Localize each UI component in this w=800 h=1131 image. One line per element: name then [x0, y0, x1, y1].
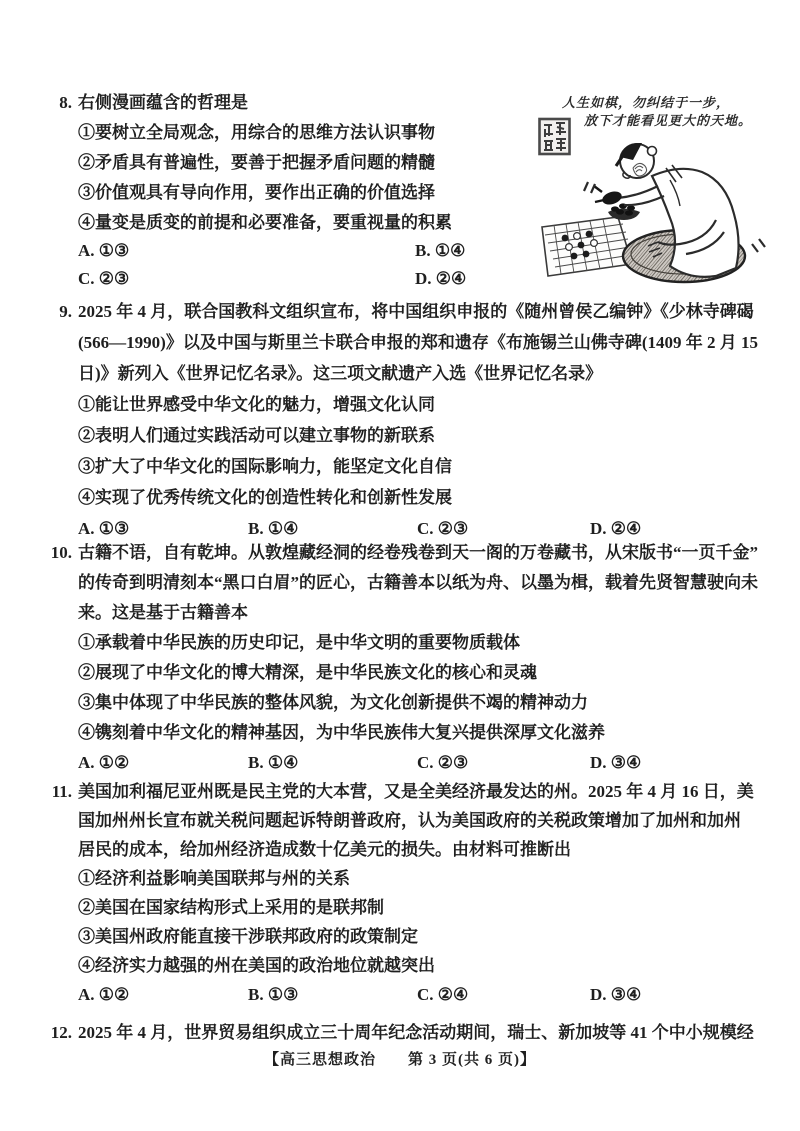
item-line: ②美国在国家结构形式上采用的是联邦制 [78, 898, 384, 917]
cartoon-caption-line2: 放下才能看见更大的天地。 [584, 113, 753, 128]
item-line: ③价值观具有导向作用，要作出正确的价值选择 [78, 183, 435, 202]
item-line: ①能让世界感受中华文化的魅力，增强文化认同 [78, 395, 435, 414]
options-row [40, 238, 466, 264]
go-player-cartoon [520, 134, 770, 298]
question-number: 8. [59, 93, 72, 112]
stem-line: 来。这是基于古籍善本 [78, 603, 248, 622]
stem-line: (566—1990)》以及中国与斯里兰卡联合申报的郑和遗存《布施锡兰山佛寺碑(1409 年 2 月 15 [78, 333, 758, 352]
question-number: 9. [59, 302, 72, 321]
option-a: A. ①③ [78, 519, 130, 538]
option-b: B. ①④ [415, 241, 466, 260]
option-b: B. ①④ [248, 519, 299, 538]
option-b: B. ①③ [248, 985, 299, 1004]
item-line: ④镌刻着中华文化的精神基因，为中华民族伟大复兴提供深厚文化滋养 [78, 723, 605, 742]
item-line: ④量变是质变的前提和必要准备，要重视量的积累 [78, 213, 452, 232]
stem-line: 的传奇到明清刻本“黑口白眉”的匠心，古籍善本以纸为舟、以墨为楫，载着先贤智慧驶向未 [78, 573, 758, 592]
options-row [40, 748, 758, 778]
stem-text: 美国加利福尼亚州既是民主党的大本营，又是全美经济最发达的州。2025 年 4 月 16 日，美 [78, 782, 754, 801]
item-line: ④实现了优秀传统文化的创造性转化和创新性发展 [78, 488, 452, 507]
cartoon-caption-line1: 人生如棋，勿纠结于一步， [562, 95, 731, 110]
item-line: ③扩大了中华文化的国际影响力，能坚定文化自信 [78, 457, 452, 476]
page-footer: 【高三思想政治 第 3 页(共 6 页)】 [264, 1052, 536, 1068]
option-c: C. ②③ [78, 269, 130, 288]
question-12 [40, 1018, 754, 1048]
item-line: ③美国州政府能直接干涉联邦政府的政策制定 [78, 927, 418, 946]
question-number: 11. [51, 782, 72, 801]
option-c: C. ②④ [417, 985, 469, 1004]
question-11 [40, 777, 754, 1009]
question-9 [40, 296, 758, 544]
option-d: D. ②④ [590, 519, 642, 538]
question-8 [40, 88, 467, 294]
philosophy-cartoon [518, 90, 778, 298]
item-line: ②矛盾具有普遍性，要善于把握矛盾问题的精髓 [78, 153, 435, 172]
stem-text: 2025 年 4 月，世界贸易组织成立三十周年纪念活动期间，瑞士、新加坡等 41 个中小规模经 [78, 1023, 754, 1042]
stem-text: 古籍不语，自有乾坤。从敦煌藏经洞的经卷残卷到天一阁的万卷藏书，从宋版书“一页千金” [78, 543, 758, 562]
item-line: ②表明人们通过实践活动可以建立事物的新联系 [78, 426, 435, 445]
question-stem-line [40, 538, 758, 568]
question-stem-line [40, 1018, 754, 1048]
option-c: C. ②③ [417, 753, 469, 772]
item-line: ③集中体现了中华民族的整体风貌，为文化创新提供不竭的精神动力 [78, 693, 588, 712]
options-row [40, 980, 754, 1009]
option-c: C. ②③ [417, 519, 469, 538]
stem-line: 国加州州长宣布就关税问题起诉特朗普政府，认为美国政府的关税政策增加了加州和加州 [78, 811, 741, 830]
item-line: ①要树立全局观念，用综合的思维方法认识事物 [78, 123, 435, 142]
option-d: D. ②④ [415, 269, 467, 288]
question-stem-line [40, 88, 452, 118]
question-number: 10. [50, 543, 72, 562]
item-line: ①经济利益影响美国联邦与州的关系 [78, 869, 350, 888]
item-line: ④经济实力越强的州在美国的政治地位就越突出 [78, 956, 435, 975]
option-a: A. ①③ [78, 241, 130, 260]
stem-text: 右侧漫画蕴含的哲理是 [78, 93, 248, 112]
question-stem-line [40, 777, 754, 806]
option-d: D. ③④ [590, 985, 642, 1004]
stem-line: 居民的成本，给加州经济造成数十亿美元的损失。由材料可推断出 [78, 840, 571, 859]
question-stem-line [40, 296, 758, 327]
stem-line: 日)》新列入《世界记忆名录》。这三项文献遗产入选《世界记忆名录》 [78, 364, 603, 383]
question-10 [40, 538, 758, 778]
option-d: D. ③④ [590, 753, 642, 772]
options-row [40, 264, 467, 294]
option-a: A. ①② [78, 753, 130, 772]
option-a: A. ①② [78, 985, 130, 1004]
item-line: ①承载着中华民族的历史印记，是中华文明的重要物质载体 [78, 633, 520, 652]
stem-text: 2025 年 4 月，联合国教科文组织宣布，将中国组织申报的《随州曾侯乙编钟》《少林寺碑碣 [78, 302, 754, 321]
option-b: B. ①④ [248, 753, 299, 772]
question-number: 12. [50, 1023, 72, 1042]
item-line: ②展现了中华文化的博大精深，是中华民族文化的核心和灵魂 [78, 663, 537, 682]
